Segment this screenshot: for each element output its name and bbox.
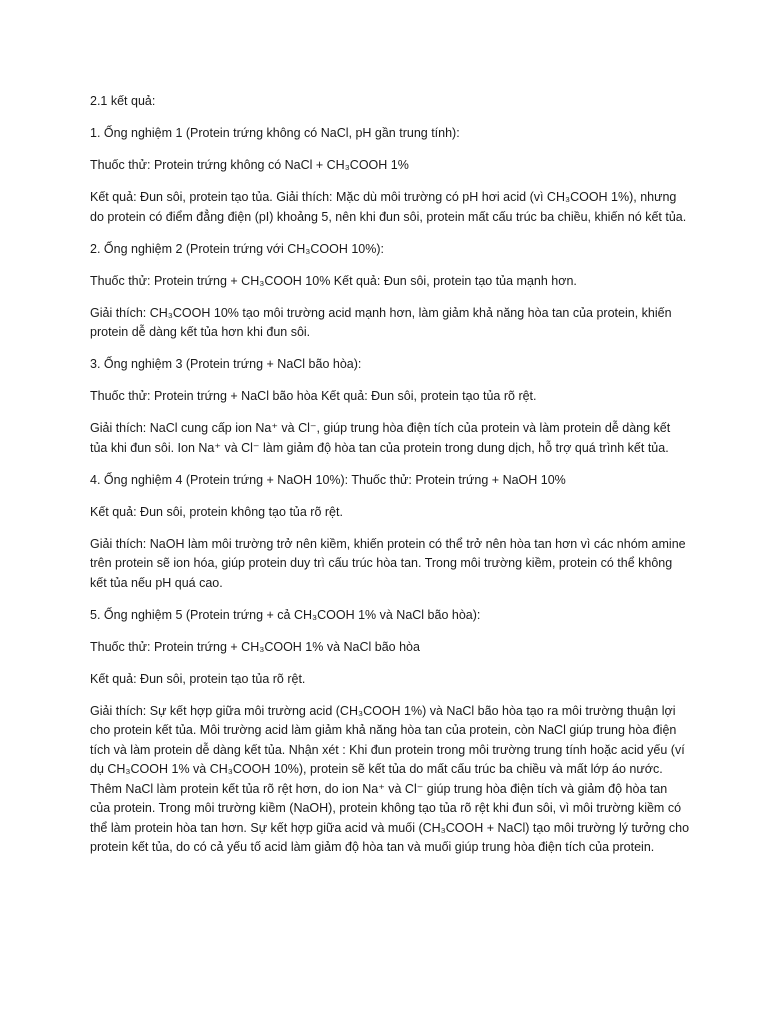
section-heading: 2.1 kết quả: bbox=[90, 94, 156, 108]
tube-4-title-reagent: 4. Ống nghiệm 4 (Protein trứng + NaOH 10%): Thuốc thử: Protein trứng + NaOH 10% bbox=[90, 472, 566, 487]
tube-2-reagent-result: Thuốc thử: Protein trứng + CH₃COOH 10% Kết quả: Đun sôi, protein tạo tủa mạnh hơn. bbox=[90, 273, 577, 288]
tube-5-reagent: Thuốc thử: Protein trứng + CH₃COOH 1% và NaCl bão hòa bbox=[90, 639, 420, 654]
tube-2-explanation: Giải thích: CH₃COOH 10% tạo môi trường acid mạnh hơn, làm giảm khả năng hòa tan của protein, khiến protein dễ dàng kết tủa hơn khi đun sôi. bbox=[90, 305, 672, 339]
tube-2-title: 2. Ống nghiệm 2 (Protein trứng với CH₃COOH 10%): bbox=[90, 241, 384, 256]
tube-1-reagent: Thuốc thử: Protein trứng không có NaCl + CH₃COOH 1% bbox=[90, 158, 409, 172]
tube-4-explanation: Giải thích: NaOH làm môi trường trở nên kiềm, khiến protein có thể trở nên hòa tan hơn vì các nhóm amine trên protein sẽ ion hóa, giúp protein duy trì cấu trúc hòa tan. Trong môi trường kiềm, protein có thể không kết tủa nếu pH quá cao. bbox=[90, 536, 686, 590]
tube-5-title: 5. Ống nghiệm 5 (Protein trứng + cả CH₃COOH 1% và NaCl bão hòa): bbox=[90, 607, 481, 622]
tube-3-explanation: Giải thích: NaCl cung cấp ion Na⁺ và Cl⁻, giúp trung hòa điện tích của protein và làm protein dễ dàng kết tủa khi đun sôi. Ion Na⁺ và Cl⁻ làm giảm độ hòa tan của protein trong dung dịch, hỗ trợ quá trình kết tủa. bbox=[90, 421, 671, 455]
document-page bbox=[90, 92, 690, 870]
tube-3-title: 3. Ống nghiệm 3 (Protein trứng + NaCl bão hòa): bbox=[90, 357, 362, 371]
tube-3-reagent-result: Thuốc thử: Protein trứng + NaCl bão hòa Kết quả: Đun sôi, protein tạo tủa rõ rệt. bbox=[90, 389, 537, 403]
tube-5-explanation-summary: Giải thích: Sự kết hợp giữa môi trường acid (CH₃COOH 1%) và NaCl bão hòa tạo ra môi trường thuận lợi cho protein kết tủa. Môi trường acid làm giảm khả năng hòa tan của protein, còn NaCl giúp trung hòa điện tích và làm protein dễ dàng kết tủa. Nhận xét : Khi đun protein trong môi trường trung tính hoặc acid yếu (ví dụ CH₃COOH 1% và CH₃COOH 10%), protein sẽ kết tủa do mất cấu trúc ba chiều và mất lớp áo nước. Thêm NaCl làm protein kết tủa rõ rệt hơn, do ion Na⁺ và Cl⁻ giúp trung hòa điện tích và giảm độ hòa tan của protein. Trong môi trường kiềm (NaOH), protein không tạo tủa rõ rệt khi đun sôi, vì môi trường kiềm có thể làm protein hòa tan hơn. Sự kết hợp giữa acid và muối (CH₃COOH + NaCl) tạo môi trường lý tưởng cho protein kết tủa, do có cả yếu tố acid làm giảm độ hòa tan và muối giúp trung hòa điện tích của protein. bbox=[90, 703, 690, 854]
tube-1-title: 1. Ống nghiệm 1 (Protein trứng không có NaCl, pH gần trung tính): bbox=[90, 126, 460, 140]
tube-4-result: Kết quả: Đun sôi, protein không tạo tủa rõ rệt. bbox=[90, 504, 343, 519]
tube-5-result: Kết quả: Đun sôi, protein tạo tủa rõ rệt. bbox=[90, 671, 306, 686]
tube-1-result: Kết quả: Đun sôi, protein tạo tủa. Giải thích: Mặc dù môi trường có pH hơi acid (vì CH₃COOH 1%), nhưng do protein có điểm đẳng điện (pI) khoảng 5, nên khi đun sôi, protein mất cấu trúc ba chiều, khiến nó kết tủa. bbox=[90, 190, 687, 224]
